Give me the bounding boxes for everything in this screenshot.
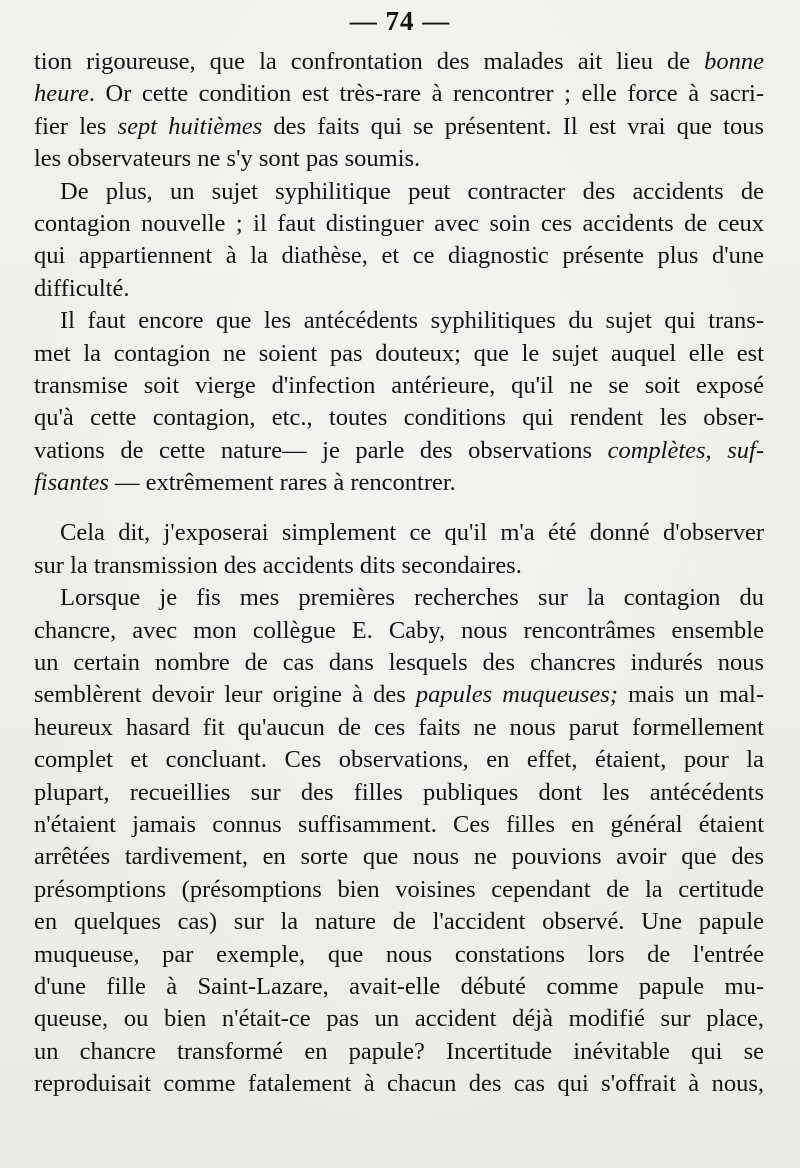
paragraph-gap — [34, 499, 764, 517]
text-segment: contagion nouvelle ; il faut distinguer avec soin ces accidents de ceux — [34, 209, 764, 237]
text-line — [34, 338, 764, 370]
italic-text-segment: fisantes — [34, 469, 109, 497]
text-line — [34, 111, 764, 143]
text-line — [34, 679, 764, 711]
text-line — [34, 744, 764, 776]
text-segment: De plus, un sujet syphilitique peut contracter des accidents de — [60, 177, 764, 205]
text-segment: arrêtées tardivement, en sorte que nous ne pouvions avoir que des — [34, 843, 764, 871]
page-number: — 74 — — [349, 6, 451, 36]
text-segment: qui appartiennent à la diathèse, et ce diagnostic présente plus d'une — [34, 242, 764, 270]
text-line — [34, 435, 764, 467]
italic-text-segment: heure — [34, 80, 89, 108]
text-line — [34, 402, 764, 434]
text-line — [34, 971, 764, 1003]
text-segment: difficulté. — [34, 274, 130, 302]
text-segment: Cela dit, j'exposerai simplement ce qu'il m'a été donné d'observer — [60, 519, 764, 547]
text-segment: tion rigoureuse, que la confrontation des malades ait lieu de — [34, 48, 705, 75]
text-line — [34, 208, 764, 240]
text-line — [34, 517, 764, 549]
italic-text-segment: bonne — [704, 48, 764, 75]
text-segment: met la contagion ne soient pas douteux; que le sujet auquel elle est — [34, 339, 764, 367]
text-segment: d'une fille à Saint-Lazare, avait-elle débuté comme papule mu- — [34, 972, 764, 1000]
text-segment: mais un mal- — [617, 681, 764, 709]
text-segment: Lorsque je fis mes premières recherches sur la contagion du — [60, 584, 764, 612]
text-segment: plupart, recueillies sur des filles publiques dont les antécédents — [34, 778, 764, 806]
text-segment: muqueuse, par exemple, que nous constations lors de l'entrée — [34, 940, 764, 968]
text-segment: Il faut encore que les antécédents syphilitiques du sujet qui trans- — [60, 307, 764, 335]
text-line — [34, 712, 764, 744]
text-segment: n'étaient jamais connus suffisamment. Ces filles en général étaient — [34, 810, 764, 838]
text-line — [34, 305, 764, 337]
text-line — [34, 550, 764, 582]
text-line — [34, 939, 764, 971]
text-segment: en quelques cas) sur la nature de l'accident observé. Une papule — [34, 908, 764, 936]
text-segment: qu'à cette contagion, etc., toutes conditions qui rendent les obser- — [34, 404, 764, 432]
italic-text-segment: papules muqueuses; — [415, 681, 618, 709]
text-segment: chancre, avec mon collègue E. Caby, nous rencontrâmes ensemble — [34, 616, 764, 644]
text-line — [34, 143, 764, 175]
text-segment: sur la transmission des accidents dits secondaires. — [34, 551, 522, 579]
text-line — [34, 777, 764, 809]
text-line — [34, 615, 764, 647]
text-line — [34, 906, 764, 938]
text-line — [34, 370, 764, 402]
text-line — [34, 1003, 764, 1035]
text-segment: queuse, ou bien n'était-ce pas un accident déjà modifié sur place, — [34, 1005, 764, 1033]
text-segment: un chancre transformé en papule? Incertitude inévitable qui se — [34, 1037, 764, 1065]
text-line — [34, 874, 764, 906]
text-line — [34, 46, 764, 78]
text-segment: fier les — [34, 112, 118, 140]
text-line — [34, 809, 764, 841]
text-segment: un certain nombre de cas dans lesquels des chancres indurés nous — [34, 649, 764, 677]
text-segment: vations de cette nature— je parle des observations — [34, 436, 608, 464]
text-line — [34, 582, 764, 614]
text-line — [34, 273, 764, 305]
text-segment: les observateurs ne s'y sont pas soumis. — [34, 145, 421, 173]
text-segment: semblèrent devoir leur origine à des — [34, 681, 416, 709]
text-line — [34, 841, 764, 873]
text-segment: reproduisait comme fatalement à chacun des cas qui s'offrait à nous, — [34, 1070, 764, 1098]
text-line — [34, 467, 764, 499]
italic-text-segment: complètes, suf- — [607, 436, 764, 464]
text-segment: complet et concluant. Ces observations, en effet, étaient, pour la — [34, 746, 764, 774]
text-segment: — extrêmement rares à rencontrer. — [108, 469, 456, 497]
text-segment: heureux hasard fit qu'aucun de ces faits ne nous parut formellement — [34, 713, 764, 741]
text-line — [34, 647, 764, 679]
text-line — [34, 78, 764, 110]
italic-text-segment: sept huitièmes — [117, 112, 263, 140]
text-line — [34, 1036, 764, 1068]
text-segment: présomptions (présomptions bien voisines cependant de la certitude — [34, 875, 764, 903]
text-line — [34, 1068, 764, 1100]
text-line — [34, 240, 764, 272]
text-segment: des faits qui se présentent. Il est vrai que tous — [262, 112, 764, 140]
text-line — [34, 176, 764, 208]
text-segment: . Or cette condition est très-rare à rencontrer ; elle force à sacri- — [88, 80, 764, 108]
text-segment: transmise soit vierge d'infection antérieure, qu'il ne se soit exposé — [34, 371, 764, 399]
body-text — [34, 46, 764, 1101]
